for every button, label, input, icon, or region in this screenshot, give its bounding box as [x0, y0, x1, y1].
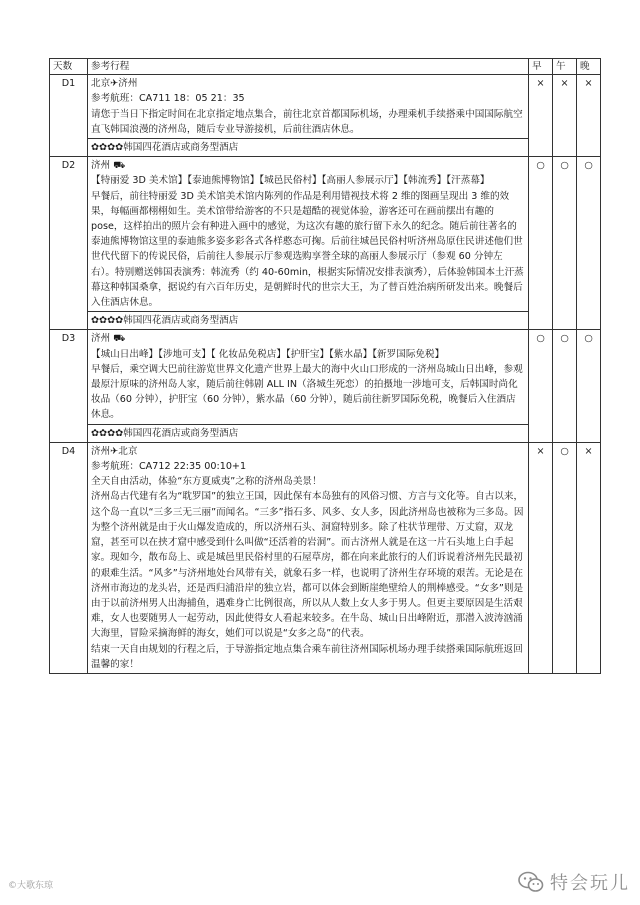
attractions: 【特丽爱 3D 美术馆】【泰迪熊博物馆】【城邑民俗村】【高丽人参展示厅】【韩流秀】【汗蒸幕】 [91, 175, 490, 187]
day-label: D4 [50, 442, 88, 673]
breakfast-mark: ○ [529, 330, 553, 442]
header-row [50, 59, 601, 75]
breakfast-mark: ○ [529, 157, 553, 330]
closing: 结束一天自由规划的行程之后，于导游指定地点集合乘车前往济州国际机场办理手续搭乘国际航班返回温馨的家！ [91, 643, 523, 670]
day-label: D1 [50, 75, 88, 157]
day-row-d3 [50, 330, 601, 424]
route: 济州✈北京 [91, 445, 138, 457]
hotel-info: ✿✿✿✿韩国四花酒店或商务型酒店 [88, 424, 529, 442]
description: 早餐后，乘空调大巴前往游览世界文化遗产世界上最大的海中火山口形成的一济州岛城山日出峰，参观最原汁原味的济州岛人家，随后前往韩剧 ALL IN（洛城生死恋）的拍摄地一涉地可支，后韩国时尚化妆品（60 分钟），护肝宝（60 分钟），紫水晶（60 分钟），随后前往新罗国际免税，晚餐后入住酒店休息。 [91, 363, 523, 421]
lunch-mark: ○ [553, 330, 577, 442]
route: 北京✈济州 [91, 78, 138, 90]
hotel-row-d2 [50, 312, 601, 330]
description: 济州岛古代建有名为“耽罗国”的独立王国，因此保有本岛独有的风俗习惯、方言与文化等。自古以来，这个岛一直以“三多三无三丽”而闻名。“三多”指石多、风多、女人多，因此济州岛也被称为三多岛。因为整个济州就是由于火山爆发造成的，所以济州石头、洞窟特别多。除了柱状节理带、万丈窟，双龙窟，甚至可以在挟才窟中感受到什么叫做“还活着的岩洞”。而古济州人就是在这一片石头地上白手起家。现如今，散布岛上、或是城邑里民俗村里的石屋草房，都在向来此旅行的人们诉说着济州先民最初的艰难生活。“风多”与济州地处台风带有关，就象石多一样，也说明了济州生存环境的艰苦。无论是在济州市海边的龙头岩，还是西归浦沿岸的独立岩，都可以体会到断崖绝壁给人的荆棒感受。“女多”则是由于以前济州男人出海捕鱼，遇难身亡比例很高，所以从人数上女人多于男人。但更主要原因是生活艰难，女人也要随男人一起劳动，因此使得女人看起来较多。在牛岛、城山日出峰附近，那潜入波涛汹涌大海里，冒险采摘海鲜的海女，她们可以说是“女多之岛”的代表。 [91, 491, 524, 640]
header-breakfast: 早 [529, 59, 553, 75]
day-label: D3 [50, 330, 88, 442]
wechat-account-name: 特会玩儿 [550, 873, 630, 894]
day-row-d1 [50, 75, 601, 139]
lunch-mark: ○ [553, 442, 577, 673]
breakfast-mark: × [529, 75, 553, 157]
dinner-mark: ○ [577, 330, 601, 442]
lunch-mark: ○ [553, 157, 577, 330]
hotel-info: ✿✿✿✿韩国四花酒店或商务型酒店 [88, 312, 529, 330]
hotel-row-d3 [50, 424, 601, 442]
lunch-mark: × [553, 75, 577, 157]
route: 济州 ⛟ [91, 160, 126, 172]
description: 请您于当日下指定时间在北京指定地点集合，前往北京首都国际机场，办理乘机手续搭乘中国国际航空直飞韩国浪漫的济州岛，随后专业导游接机，后前往酒店休息。 [91, 108, 523, 135]
intro: 全天自由活动，体验“东方夏威夷”之称的济州岛美景！ [91, 476, 322, 488]
hotel-row-d1 [50, 139, 601, 157]
header-dinner: 晚 [577, 59, 601, 75]
header-lunch: 午 [553, 59, 577, 75]
day-row-d2 [50, 157, 601, 312]
day-row-d4 [50, 442, 601, 673]
day-content [88, 157, 529, 312]
hotel-info: ✿✿✿✿韩国四花酒店或商务型酒店 [88, 139, 529, 157]
day-content [88, 442, 529, 673]
attractions: 【城山日出峰】【涉地可支】【 化妆品免税店】【护肝宝】【紫水晶】【新罗国际免税】 [91, 348, 445, 360]
day-content [88, 75, 529, 139]
day-label: D2 [50, 157, 88, 330]
dinner-mark: × [577, 442, 601, 673]
route: 济州 ⛟ [91, 333, 126, 345]
wechat-watermark [518, 869, 630, 895]
flight-info: 参考航班：CA711 18：05 21：35 [91, 93, 245, 105]
breakfast-mark: × [529, 442, 553, 673]
dinner-mark: × [577, 75, 601, 157]
flight-info: 参考航班：CA712 22:35 00:10+1 [91, 461, 247, 473]
source-watermark: ©大歌东琼 [8, 881, 54, 891]
header-day: 天数 [50, 59, 88, 75]
header-itinerary: 参考行程 [88, 59, 529, 75]
dinner-mark: ○ [577, 157, 601, 330]
description: 早餐后，前往特丽爱 3D 美术馆美术馆内陈列的作品是利用错视技术将 2 维的图画呈现出 3 维的效果，每幅画都栩栩如生。美术馆带给游客的不只是超酷的视觉体验，游客还可在画前摆出有趣的 pose，这样拍出的照片会有种进入画中的感觉，为这次有趣的旅行留下永久的纪念。随后前往著名的泰迪熊博物馆这里的泰迪熊多姿多彩各式各样憨态可掬。后前往城邑民俗村听济州岛原住民讲述他们世世代代留下的传说民俗，后前往人参展示厅参观选购享誉全球的高丽人参展示厅（参观 60 分钟左右）。特别赠送韩国表演秀：韩流秀（约 40-60min，根据实际情况安排表演秀），后体验韩国本土汗蒸幕这种韩国桑拿，据说约有六百年历史，是朝鲜时代的世宗大王，为了替百姓治病所研发出来。晚餐后入住酒店休息。 [91, 190, 524, 309]
day-content [88, 330, 529, 424]
itinerary-table [49, 58, 601, 674]
wechat-icon [518, 871, 544, 893]
